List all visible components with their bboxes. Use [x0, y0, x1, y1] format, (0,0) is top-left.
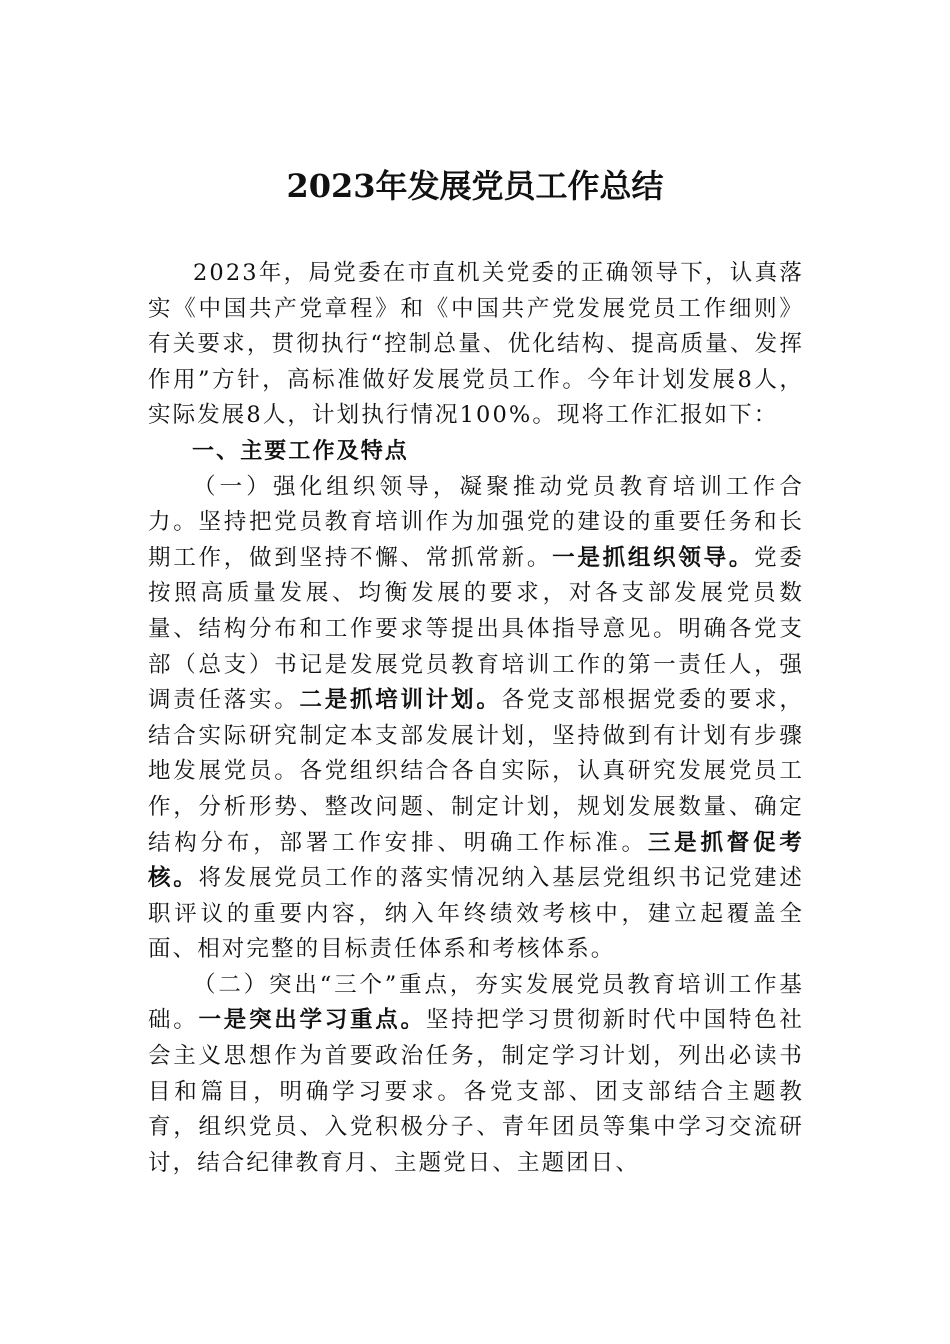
paragraph-text: （二）突出“三个”重点，夯实发展党员教育培训工作基础。 [148, 971, 804, 1034]
bold-phrase: 二是抓培训计划。 [299, 687, 502, 714]
bold-phrase: 三是抓督促考核。 [148, 829, 804, 892]
paragraph-text: 坚持把学习贯彻新时代中国特色社会主义思想作为首要政治任务，制定学习计划，列出必读书目和篇目，明确学习要求。各党支部、团支部结合主题教育，组织党员、入党积极分子、青年团员等集中学习交流研讨，结合纪律教育月、主题党日、主题团日、 [148, 1007, 804, 1176]
paragraph-organization-leadership [148, 470, 804, 968]
bold-phrase: 一是抓组织领导。 [552, 544, 755, 571]
document-body [148, 256, 804, 1181]
paragraph-text: 党委按照高质量发展、均衡发展的要求，对各支部发展党员数量、结构分布和工作要求等提出具体指导意见。明确各党支部（总支）书记是发展党员教育培训工作的第一责任人，强调责任落实。 [148, 544, 804, 714]
section-heading: 一、主要工作及特点 [192, 438, 409, 464]
paragraph-text: （一）强化组织领导，凝聚推动党员教育培训工作合力。坚持把党员教育培训作为加强党的建设的重要任务和长期工作，做到坚持不懈、常抓常新。 [148, 473, 804, 571]
paragraph-three-priorities [148, 968, 804, 1182]
bold-phrase: 一是突出学习重点。 [198, 1007, 426, 1034]
paragraph-text: 将发展党员工作的落实情况纳入基层党组织书记党建述职评议的重要内容，纳入年终绩效考核中，建立起覆盖全面、相对完整的目标责任体系和考核体系。 [148, 865, 804, 963]
intro-paragraph: 2023年，局党委在市直机关党委的正确领导下，认真落实《中国共产党章程》和《中国共产党发展党员工作细则》有关要求，贯彻执行“控制总量、优化结构、提高质量、发挥作用”方针，高标准做好发展党员工作。今年计划发展8人，实际发展8人，计划执行情况100%。现将工作汇报如下： [148, 260, 804, 429]
paragraph-text: 各党支部根据党委的要求，结合实际研究制定本支部发展计划，坚持做到有计划有步骤地发展党员。各党组织结合各自实际，认真研究发展党员工作，分析形势、整改问题、制定计划，规划发展数量、确定结构分布，部署工作安排、明确工作标准。 [148, 687, 804, 856]
document-title: 2023年发展党员工作总结 [286, 167, 664, 205]
